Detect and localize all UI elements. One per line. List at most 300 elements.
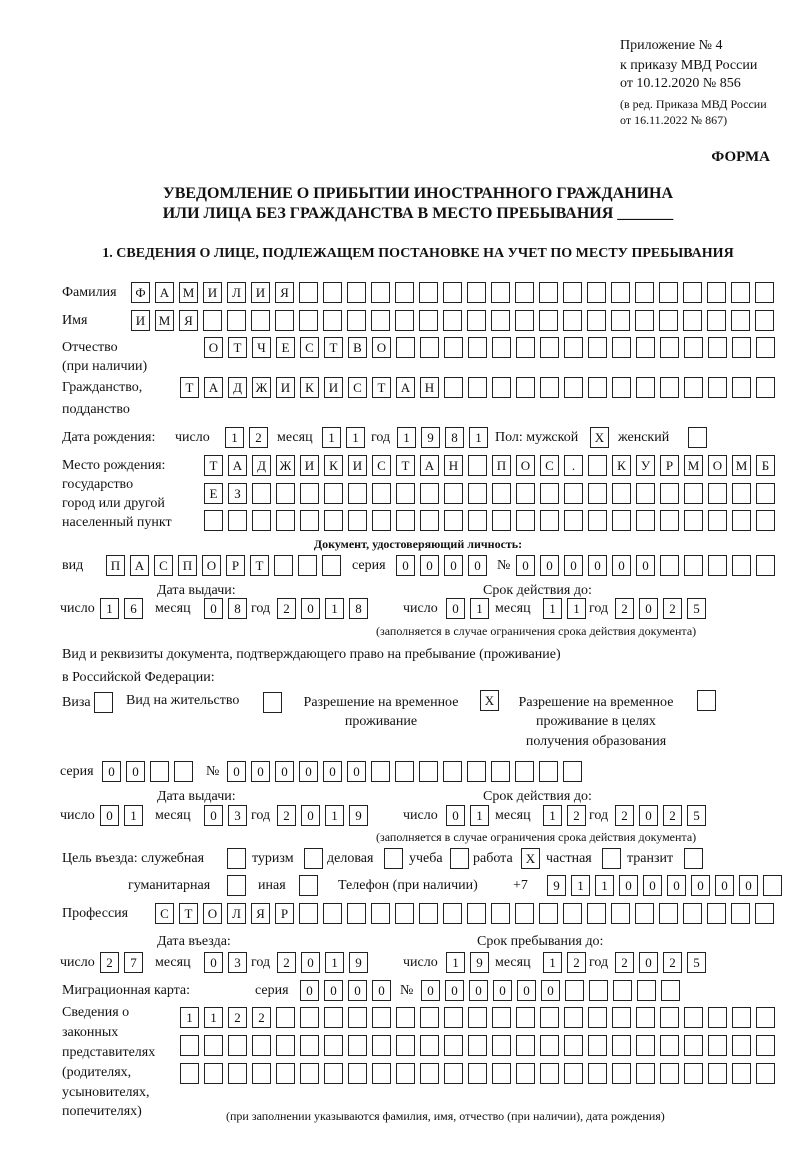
birthplace3-box[interactable] <box>228 510 247 531</box>
rep3-box[interactable] <box>660 1063 679 1084</box>
doc-kind-box[interactable]: П <box>178 555 197 576</box>
rep1-box[interactable]: 1 <box>180 1007 199 1028</box>
doc-issue-day-box[interactable]: 6 <box>124 598 143 619</box>
doc-kind-box[interactable]: П <box>106 555 125 576</box>
name-box[interactable] <box>203 310 222 331</box>
profession-box[interactable] <box>419 903 438 924</box>
rep1-box[interactable] <box>612 1007 631 1028</box>
birthplace1-box[interactable]: М <box>732 455 751 476</box>
rep1-box[interactable]: 1 <box>204 1007 223 1028</box>
right-issue-day-box[interactable]: 0 <box>100 805 119 826</box>
right-valid-day-box[interactable]: 0 <box>446 805 465 826</box>
citizenship-box[interactable] <box>636 377 655 398</box>
doc-valid-day-box[interactable]: 1 <box>470 598 489 619</box>
right-number-box[interactable]: 0 <box>299 761 318 782</box>
phone-box[interactable]: 0 <box>715 875 734 896</box>
name-box[interactable] <box>275 310 294 331</box>
mig-series-box[interactable]: 0 <box>348 980 367 1001</box>
right-valid-month-box[interactable]: 2 <box>567 805 586 826</box>
rep1-box[interactable] <box>732 1007 751 1028</box>
name-box[interactable] <box>251 310 270 331</box>
birthplace3-box[interactable] <box>564 510 583 531</box>
doc-series-box[interactable]: 0 <box>468 555 487 576</box>
surname-box[interactable] <box>395 282 414 303</box>
citizenship-box[interactable]: Н <box>420 377 439 398</box>
phone-box[interactable]: 0 <box>643 875 662 896</box>
citizenship-box[interactable] <box>468 377 487 398</box>
doc-issue-day-box[interactable]: 1 <box>100 598 119 619</box>
doc-issue-year-box[interactable]: 8 <box>349 598 368 619</box>
right-number-box[interactable] <box>467 761 486 782</box>
doc-valid-month-box[interactable]: 1 <box>543 598 562 619</box>
citizenship-box[interactable]: Ж <box>252 377 271 398</box>
mig-number-box[interactable]: 0 <box>541 980 560 1001</box>
profession-box[interactable] <box>611 903 630 924</box>
rep1-box[interactable] <box>516 1007 535 1028</box>
entry-month-box[interactable]: 0 <box>204 952 223 973</box>
birthplace2-box[interactable] <box>756 483 775 504</box>
doc-number-box[interactable] <box>732 555 751 576</box>
birthplace1-box[interactable]: О <box>516 455 535 476</box>
patronymic-box[interactable] <box>588 337 607 358</box>
name-box[interactable] <box>323 310 342 331</box>
name-box[interactable]: Я <box>179 310 198 331</box>
birth-day-box[interactable]: 1 <box>225 427 244 448</box>
rep1-box[interactable] <box>636 1007 655 1028</box>
doc-valid-day-box[interactable]: 0 <box>446 598 465 619</box>
rep3-box[interactable] <box>468 1063 487 1084</box>
patronymic-box[interactable]: Ч <box>252 337 271 358</box>
right-valid-day-box[interactable]: 1 <box>470 805 489 826</box>
right-issue-year-box[interactable]: 1 <box>325 805 344 826</box>
birthplace2-box[interactable] <box>516 483 535 504</box>
mig-number-box[interactable] <box>589 980 608 1001</box>
entry-day-box[interactable]: 7 <box>124 952 143 973</box>
rep2-box[interactable] <box>612 1035 631 1056</box>
doc-number-box[interactable]: 0 <box>588 555 607 576</box>
surname-box[interactable] <box>443 282 462 303</box>
rep2-box[interactable] <box>444 1035 463 1056</box>
name-box[interactable] <box>515 310 534 331</box>
birthplace3-box[interactable] <box>276 510 295 531</box>
right-issue-day-box[interactable]: 1 <box>124 805 143 826</box>
rep3-box[interactable] <box>372 1063 391 1084</box>
birthplace3-box[interactable] <box>612 510 631 531</box>
rep3-box[interactable] <box>588 1063 607 1084</box>
surname-box[interactable] <box>467 282 486 303</box>
rep2-box[interactable] <box>348 1035 367 1056</box>
citizenship-box[interactable]: И <box>324 377 343 398</box>
phone-box[interactable]: 0 <box>691 875 710 896</box>
rep3-box[interactable] <box>300 1063 319 1084</box>
citizenship-box[interactable]: Т <box>180 377 199 398</box>
birth-year-box[interactable]: 1 <box>397 427 416 448</box>
rep2-box[interactable] <box>180 1035 199 1056</box>
profession-box[interactable] <box>515 903 534 924</box>
stay-month-box[interactable]: 2 <box>567 952 586 973</box>
rep2-box[interactable] <box>708 1035 727 1056</box>
birthplace1-box[interactable]: М <box>684 455 703 476</box>
birthplace2-box[interactable] <box>348 483 367 504</box>
profession-box[interactable]: Р <box>275 903 294 924</box>
birthplace2-box[interactable] <box>324 483 343 504</box>
rep3-box[interactable] <box>516 1063 535 1084</box>
surname-box[interactable]: А <box>155 282 174 303</box>
birth-year-box[interactable]: 9 <box>421 427 440 448</box>
birthplace1-box[interactable]: . <box>564 455 583 476</box>
birthplace3-box[interactable] <box>684 510 703 531</box>
birthplace1-box[interactable]: К <box>324 455 343 476</box>
birthplace1-box[interactable]: О <box>708 455 727 476</box>
rep2-box[interactable] <box>228 1035 247 1056</box>
mig-number-box[interactable]: 0 <box>421 980 440 1001</box>
rep3-box[interactable] <box>564 1063 583 1084</box>
right-valid-month-box[interactable]: 1 <box>543 805 562 826</box>
profession-box[interactable] <box>659 903 678 924</box>
surname-box[interactable] <box>635 282 654 303</box>
birthplace1-box[interactable]: Б <box>756 455 775 476</box>
patronymic-box[interactable] <box>444 337 463 358</box>
rep3-box[interactable] <box>756 1063 775 1084</box>
birthplace3-box[interactable] <box>444 510 463 531</box>
doc-kind-box[interactable]: Р <box>226 555 245 576</box>
purpose-work-box[interactable]: X <box>521 848 540 869</box>
entry-day-box[interactable]: 2 <box>100 952 119 973</box>
rep1-box[interactable] <box>276 1007 295 1028</box>
citizenship-box[interactable]: С <box>348 377 367 398</box>
birthplace3-box[interactable] <box>516 510 535 531</box>
patronymic-box[interactable] <box>612 337 631 358</box>
profession-box[interactable] <box>707 903 726 924</box>
stay-day-box[interactable]: 9 <box>470 952 489 973</box>
right-number-box[interactable] <box>515 761 534 782</box>
rep1-box[interactable] <box>372 1007 391 1028</box>
rep2-box[interactable] <box>204 1035 223 1056</box>
citizenship-box[interactable] <box>612 377 631 398</box>
doc-number-box[interactable] <box>708 555 727 576</box>
profession-box[interactable] <box>587 903 606 924</box>
birthplace1-box[interactable]: Т <box>396 455 415 476</box>
doc-number-box[interactable]: 0 <box>516 555 535 576</box>
right-number-box[interactable] <box>443 761 462 782</box>
name-box[interactable] <box>371 310 390 331</box>
citizenship-box[interactable] <box>516 377 535 398</box>
surname-box[interactable] <box>419 282 438 303</box>
birthplace3-box[interactable] <box>396 510 415 531</box>
birthplace1-box[interactable]: И <box>300 455 319 476</box>
temp-permit-box[interactable]: X <box>480 690 499 711</box>
name-box[interactable] <box>587 310 606 331</box>
rep2-box[interactable] <box>324 1035 343 1056</box>
patronymic-box[interactable] <box>708 337 727 358</box>
birthplace3-box[interactable] <box>324 510 343 531</box>
purpose-official-box[interactable] <box>227 848 246 869</box>
doc-valid-year-box[interactable]: 0 <box>639 598 658 619</box>
birthplace3-box[interactable] <box>636 510 655 531</box>
profession-box[interactable]: Т <box>179 903 198 924</box>
right-number-box[interactable] <box>539 761 558 782</box>
birthplace3-box[interactable] <box>756 510 775 531</box>
surname-box[interactable]: Я <box>275 282 294 303</box>
birthplace3-box[interactable] <box>372 510 391 531</box>
rep2-box[interactable] <box>540 1035 559 1056</box>
sex-male-box[interactable]: X <box>590 427 609 448</box>
mig-number-box[interactable]: 0 <box>445 980 464 1001</box>
doc-kind-box[interactable] <box>322 555 341 576</box>
right-series-box[interactable] <box>174 761 193 782</box>
entry-year-box[interactable]: 2 <box>277 952 296 973</box>
citizenship-box[interactable] <box>732 377 751 398</box>
surname-box[interactable] <box>299 282 318 303</box>
right-number-box[interactable]: 0 <box>227 761 246 782</box>
profession-box[interactable]: Л <box>227 903 246 924</box>
right-number-box[interactable] <box>395 761 414 782</box>
birthplace2-box[interactable] <box>420 483 439 504</box>
birthplace2-box[interactable] <box>276 483 295 504</box>
right-valid-year-box[interactable]: 5 <box>687 805 706 826</box>
birthplace3-box[interactable] <box>540 510 559 531</box>
doc-number-box[interactable] <box>660 555 679 576</box>
profession-box[interactable] <box>395 903 414 924</box>
surname-box[interactable]: И <box>203 282 222 303</box>
rep2-box[interactable] <box>756 1035 775 1056</box>
doc-series-box[interactable]: 0 <box>444 555 463 576</box>
doc-valid-year-box[interactable]: 2 <box>663 598 682 619</box>
right-valid-year-box[interactable]: 2 <box>615 805 634 826</box>
birthplace3-box[interactable] <box>468 510 487 531</box>
phone-box[interactable]: 1 <box>571 875 590 896</box>
profession-box[interactable] <box>467 903 486 924</box>
profession-box[interactable] <box>563 903 582 924</box>
patronymic-box[interactable]: С <box>300 337 319 358</box>
rep2-box[interactable] <box>564 1035 583 1056</box>
doc-series-box[interactable]: 0 <box>420 555 439 576</box>
doc-valid-year-box[interactable]: 5 <box>687 598 706 619</box>
name-box[interactable]: И <box>131 310 150 331</box>
profession-box[interactable] <box>755 903 774 924</box>
citizenship-box[interactable] <box>660 377 679 398</box>
doc-number-box[interactable]: 0 <box>564 555 583 576</box>
name-box[interactable] <box>731 310 750 331</box>
birthplace2-box[interactable]: З <box>228 483 247 504</box>
rep3-box[interactable] <box>180 1063 199 1084</box>
birthplace2-box[interactable] <box>468 483 487 504</box>
surname-box[interactable] <box>755 282 774 303</box>
birthplace2-box[interactable] <box>564 483 583 504</box>
rep2-box[interactable] <box>372 1035 391 1056</box>
birthplace2-box[interactable] <box>588 483 607 504</box>
citizenship-box[interactable] <box>492 377 511 398</box>
rep3-box[interactable] <box>420 1063 439 1084</box>
doc-issue-month-box[interactable]: 8 <box>228 598 247 619</box>
patronymic-box[interactable] <box>516 337 535 358</box>
surname-box[interactable] <box>563 282 582 303</box>
name-box[interactable] <box>683 310 702 331</box>
profession-box[interactable] <box>491 903 510 924</box>
citizenship-box[interactable]: Т <box>372 377 391 398</box>
purpose-business-box[interactable] <box>384 848 403 869</box>
profession-box[interactable] <box>683 903 702 924</box>
phone-box[interactable]: 0 <box>619 875 638 896</box>
entry-year-box[interactable]: 0 <box>301 952 320 973</box>
profession-box[interactable]: О <box>203 903 222 924</box>
entry-year-box[interactable]: 9 <box>349 952 368 973</box>
purpose-study-box[interactable] <box>450 848 469 869</box>
right-issue-year-box[interactable]: 0 <box>301 805 320 826</box>
surname-box[interactable] <box>371 282 390 303</box>
visa-box[interactable] <box>94 692 113 713</box>
name-box[interactable] <box>347 310 366 331</box>
rep1-box[interactable]: 2 <box>228 1007 247 1028</box>
right-number-box[interactable] <box>371 761 390 782</box>
phone-box[interactable]: 9 <box>547 875 566 896</box>
birthplace2-box[interactable]: Е <box>204 483 223 504</box>
doc-number-box[interactable]: 0 <box>540 555 559 576</box>
mig-number-box[interactable] <box>613 980 632 1001</box>
name-box[interactable] <box>467 310 486 331</box>
name-box[interactable]: М <box>155 310 174 331</box>
phone-box[interactable] <box>763 875 782 896</box>
citizenship-box[interactable] <box>588 377 607 398</box>
name-box[interactable] <box>491 310 510 331</box>
rep3-box[interactable] <box>708 1063 727 1084</box>
patronymic-box[interactable]: О <box>204 337 223 358</box>
doc-issue-year-box[interactable]: 2 <box>277 598 296 619</box>
rep3-box[interactable] <box>396 1063 415 1084</box>
patronymic-box[interactable] <box>636 337 655 358</box>
birthplace2-box[interactable] <box>636 483 655 504</box>
rep2-box[interactable] <box>684 1035 703 1056</box>
rep2-box[interactable] <box>252 1035 271 1056</box>
surname-box[interactable] <box>323 282 342 303</box>
name-box[interactable] <box>659 310 678 331</box>
profession-box[interactable]: Я <box>251 903 270 924</box>
mig-number-box[interactable] <box>637 980 656 1001</box>
birthplace2-box[interactable] <box>660 483 679 504</box>
phone-box[interactable]: 0 <box>739 875 758 896</box>
mig-number-box[interactable] <box>661 980 680 1001</box>
surname-box[interactable]: И <box>251 282 270 303</box>
doc-valid-year-box[interactable]: 2 <box>615 598 634 619</box>
mig-series-box[interactable]: 0 <box>324 980 343 1001</box>
citizenship-box[interactable] <box>564 377 583 398</box>
mig-number-box[interactable] <box>565 980 584 1001</box>
birthplace1-box[interactable] <box>468 455 487 476</box>
name-box[interactable] <box>419 310 438 331</box>
profession-box[interactable] <box>539 903 558 924</box>
right-issue-year-box[interactable]: 9 <box>349 805 368 826</box>
doc-number-box[interactable] <box>684 555 703 576</box>
rep1-box[interactable] <box>468 1007 487 1028</box>
name-box[interactable] <box>563 310 582 331</box>
surname-box[interactable] <box>683 282 702 303</box>
doc-issue-year-box[interactable]: 0 <box>301 598 320 619</box>
patronymic-box[interactable] <box>732 337 751 358</box>
rep1-box[interactable] <box>324 1007 343 1028</box>
rep3-box[interactable] <box>252 1063 271 1084</box>
patronymic-box[interactable] <box>492 337 511 358</box>
right-number-box[interactable]: 0 <box>347 761 366 782</box>
birthplace1-box[interactable]: Д <box>252 455 271 476</box>
name-box[interactable] <box>611 310 630 331</box>
rep3-box[interactable] <box>684 1063 703 1084</box>
rep2-box[interactable] <box>300 1035 319 1056</box>
rep2-box[interactable] <box>420 1035 439 1056</box>
rep1-box[interactable] <box>396 1007 415 1028</box>
doc-kind-box[interactable] <box>298 555 317 576</box>
right-issue-month-box[interactable]: 0 <box>204 805 223 826</box>
rep2-box[interactable] <box>396 1035 415 1056</box>
birth-year-box[interactable]: 1 <box>469 427 488 448</box>
birthplace1-box[interactable]: И <box>348 455 367 476</box>
mig-series-box[interactable]: 0 <box>372 980 391 1001</box>
surname-box[interactable] <box>659 282 678 303</box>
right-number-box[interactable]: 0 <box>323 761 342 782</box>
profession-box[interactable] <box>443 903 462 924</box>
surname-box[interactable] <box>611 282 630 303</box>
surname-box[interactable] <box>515 282 534 303</box>
rep3-box[interactable] <box>636 1063 655 1084</box>
name-box[interactable] <box>227 310 246 331</box>
profession-box[interactable] <box>323 903 342 924</box>
surname-box[interactable]: Ф <box>131 282 150 303</box>
surname-box[interactable]: Л <box>227 282 246 303</box>
stay-month-box[interactable]: 1 <box>543 952 562 973</box>
mig-series-box[interactable]: 0 <box>300 980 319 1001</box>
birthplace3-box[interactable] <box>492 510 511 531</box>
right-number-box[interactable]: 0 <box>275 761 294 782</box>
patronymic-box[interactable]: В <box>348 337 367 358</box>
birth-month-box[interactable]: 1 <box>322 427 341 448</box>
rep3-box[interactable] <box>276 1063 295 1084</box>
birthplace3-box[interactable] <box>708 510 727 531</box>
patronymic-box[interactable]: О <box>372 337 391 358</box>
birthplace2-box[interactable] <box>612 483 631 504</box>
purpose-transit-box[interactable] <box>684 848 703 869</box>
surname-box[interactable]: М <box>179 282 198 303</box>
profession-box[interactable]: С <box>155 903 174 924</box>
rep3-box[interactable] <box>348 1063 367 1084</box>
patronymic-box[interactable] <box>684 337 703 358</box>
rep2-box[interactable] <box>276 1035 295 1056</box>
name-box[interactable] <box>539 310 558 331</box>
stay-day-box[interactable]: 1 <box>446 952 465 973</box>
doc-issue-year-box[interactable]: 1 <box>325 598 344 619</box>
doc-kind-box[interactable] <box>274 555 293 576</box>
birthplace2-box[interactable] <box>252 483 271 504</box>
mig-number-box[interactable]: 0 <box>517 980 536 1001</box>
rep1-box[interactable] <box>564 1007 583 1028</box>
rep1-box[interactable] <box>540 1007 559 1028</box>
doc-number-box[interactable]: 0 <box>636 555 655 576</box>
patronymic-box[interactable]: Т <box>324 337 343 358</box>
patronymic-box[interactable] <box>660 337 679 358</box>
rep2-box[interactable] <box>636 1035 655 1056</box>
rep3-box[interactable] <box>204 1063 223 1084</box>
name-box[interactable] <box>707 310 726 331</box>
patronymic-box[interactable]: Е <box>276 337 295 358</box>
doc-number-box[interactable]: 0 <box>612 555 631 576</box>
birthplace2-box[interactable] <box>372 483 391 504</box>
citizenship-box[interactable] <box>444 377 463 398</box>
doc-series-box[interactable]: 0 <box>396 555 415 576</box>
doc-issue-month-box[interactable]: 0 <box>204 598 223 619</box>
name-box[interactable] <box>635 310 654 331</box>
stay-year-box[interactable]: 0 <box>639 952 658 973</box>
citizenship-box[interactable]: Д <box>228 377 247 398</box>
rep1-box[interactable] <box>684 1007 703 1028</box>
citizenship-box[interactable]: А <box>204 377 223 398</box>
